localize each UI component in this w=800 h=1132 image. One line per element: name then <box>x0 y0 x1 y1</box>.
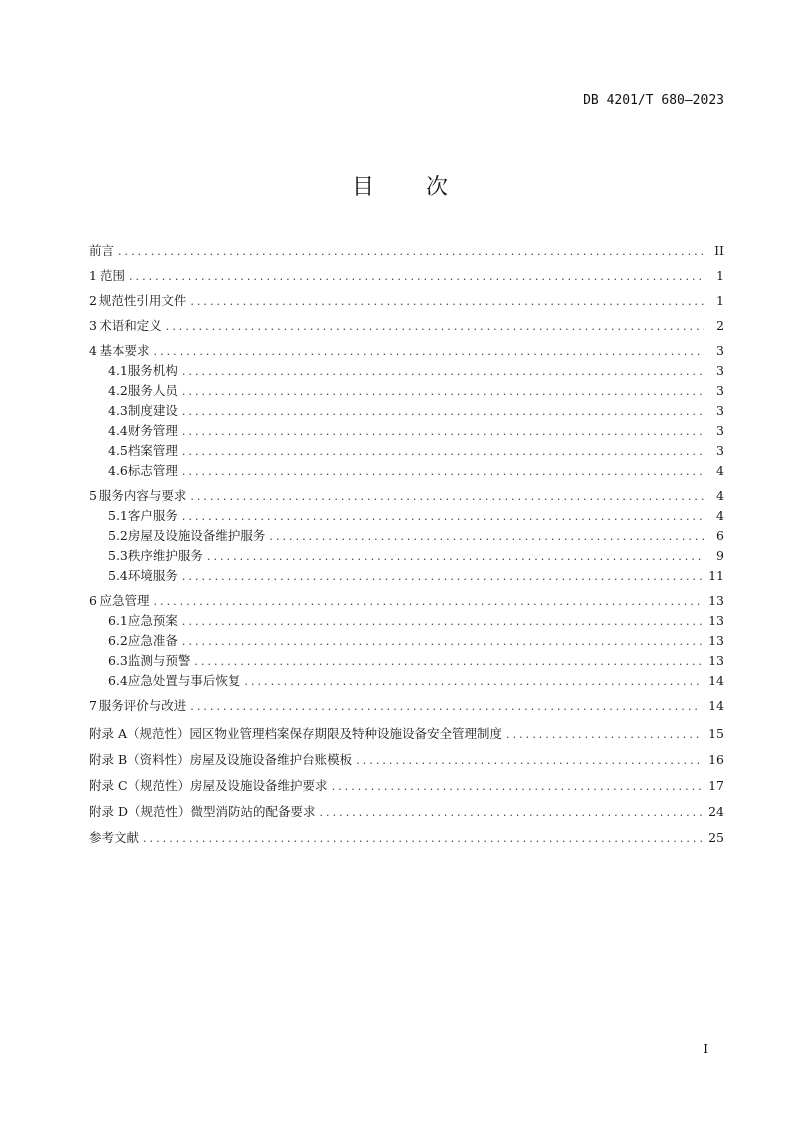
toc-entry-label: 服务机构 <box>127 363 178 378</box>
toc-entry-page: 15 <box>708 726 724 741</box>
toc-entry[interactable] <box>89 591 724 611</box>
toc-entry-label: 房屋及设施设备维护服务 <box>127 528 266 543</box>
table-of-contents <box>89 241 724 850</box>
toc-entry[interactable] <box>89 341 724 361</box>
dot-leader <box>269 527 704 547</box>
dot-leader <box>166 317 704 337</box>
toc-entry-page: 3 <box>716 363 724 378</box>
toc-entry-number: 4.2 <box>108 383 128 398</box>
toc-entry-page: 1 <box>716 293 724 308</box>
toc-subentry[interactable] <box>89 671 724 691</box>
dot-leader <box>182 507 704 527</box>
toc-entry[interactable] <box>89 696 724 716</box>
toc-subentry[interactable] <box>89 381 724 401</box>
toc-entry-label: 应急预案 <box>127 613 178 628</box>
dot-leader <box>320 800 703 825</box>
dot-leader <box>190 292 704 312</box>
toc-entry[interactable] <box>89 266 724 286</box>
appendix-prefix: 附录 D（规范性） <box>89 804 191 819</box>
dot-leader <box>182 362 704 382</box>
dot-leader <box>190 697 702 717</box>
toc-entry-number: 4.1 <box>108 363 128 378</box>
toc-entry-page: 2 <box>716 318 724 333</box>
toc-entry-label: 房屋及设施设备维护要求 <box>190 778 328 793</box>
toc-entry-page: 13 <box>708 593 724 608</box>
toc-entry-label: 秩序维护服务 <box>127 548 203 563</box>
toc-entry[interactable] <box>89 291 724 311</box>
toc-entry-number: 4.6 <box>108 463 128 478</box>
toc-subentry[interactable] <box>89 566 724 586</box>
toc-entry-label: 服务人员 <box>127 383 178 398</box>
toc-entry-label: 园区物业管理档案保存期限及特种设施设备安全管理制度 <box>189 726 503 741</box>
toc-entry-label: 环境服务 <box>127 568 178 583</box>
dot-leader <box>244 672 702 692</box>
dot-leader <box>356 748 702 773</box>
dot-leader <box>129 267 704 287</box>
toc-appendix-c[interactable] <box>89 773 724 798</box>
toc-entry-label: 基本要求 <box>99 343 150 358</box>
dot-leader <box>182 422 704 442</box>
toc-entry-label: 范围 <box>99 268 125 283</box>
toc-appendix-b[interactable] <box>89 747 724 772</box>
toc-subentry[interactable] <box>89 421 724 441</box>
toc-entry-page: 13 <box>708 633 724 648</box>
toc-subentry[interactable] <box>89 631 724 651</box>
toc-entry-number: 6.1 <box>108 613 128 628</box>
toc-entry-label: 标志管理 <box>127 463 178 478</box>
dot-leader <box>182 442 704 462</box>
standard-code: DB 4201/T 680—2023 <box>583 93 724 108</box>
toc-entry-label: 前言 <box>89 243 115 258</box>
toc-entry-label: 档案管理 <box>127 443 178 458</box>
appendix-prefix: 附录 B（资料性） <box>89 752 190 767</box>
toc-entry-number: 5 <box>89 488 97 503</box>
toc-entry-label: 服务内容与要求 <box>98 488 187 503</box>
toc-entry-foreword[interactable] <box>89 241 724 261</box>
toc-entry-page: 6 <box>716 528 724 543</box>
toc-entry-number: 6.3 <box>108 653 128 668</box>
toc-entry-page: 11 <box>708 568 724 583</box>
toc-entry-page: 4 <box>716 463 724 478</box>
toc-subentry[interactable] <box>89 441 724 461</box>
toc-entry-number: 6.2 <box>108 633 128 648</box>
dot-leader <box>154 342 704 362</box>
toc-entry-number: 6 <box>89 593 97 608</box>
toc-entry-number: 5.3 <box>108 548 128 563</box>
dot-leader <box>182 567 702 587</box>
toc-entry-page: 3 <box>716 343 724 358</box>
toc-bibliography[interactable] <box>89 825 724 850</box>
toc-entry-number: 3 <box>89 318 97 333</box>
toc-entry-label: 微型消防站的配备要求 <box>190 804 316 819</box>
appendix-prefix: 附录 C（规范性） <box>89 778 191 793</box>
toc-subentry[interactable] <box>89 651 724 671</box>
dot-leader <box>207 547 704 567</box>
toc-subentry[interactable] <box>89 506 724 526</box>
toc-entry-page: 4 <box>716 488 724 503</box>
dot-leader <box>182 402 704 422</box>
toc-entry-page: 14 <box>708 673 724 688</box>
toc-entry-page: 25 <box>708 830 724 845</box>
toc-subentry[interactable] <box>89 401 724 421</box>
dot-leader <box>194 652 702 672</box>
dot-leader <box>182 612 702 632</box>
toc-subentry[interactable] <box>89 461 724 481</box>
toc-entry-page: 16 <box>708 752 724 767</box>
toc-entry-page: II <box>714 243 724 258</box>
toc-entry-page: 3 <box>716 383 724 398</box>
toc-entry-number: 5.4 <box>108 568 128 583</box>
dot-leader <box>190 487 704 507</box>
page-number: I <box>703 1042 708 1056</box>
toc-entry-number: 7 <box>89 698 97 713</box>
toc-entry-label: 服务评价与改进 <box>98 698 187 713</box>
toc-entry-label: 财务管理 <box>127 423 178 438</box>
toc-subentry[interactable] <box>89 526 724 546</box>
toc-entry-label: 规范性引用文件 <box>98 293 187 308</box>
toc-entry-page: 13 <box>708 653 724 668</box>
toc-entry-label: 客户服务 <box>127 508 178 523</box>
dot-leader <box>182 462 704 482</box>
toc-entry-number: 1 <box>89 268 97 283</box>
toc-entry-page: 13 <box>708 613 724 628</box>
toc-appendix-d[interactable] <box>89 799 724 824</box>
toc-entry-label: 应急管理 <box>99 593 150 608</box>
toc-entry-number: 4.3 <box>108 403 128 418</box>
toc-entry-page: 17 <box>708 778 724 793</box>
toc-entry-page: 14 <box>708 698 724 713</box>
toc-entry-number: 4 <box>89 343 97 358</box>
toc-entry-number: 5.1 <box>108 508 128 523</box>
toc-appendix-a[interactable] <box>89 721 724 746</box>
toc-entry-label: 监测与预警 <box>127 653 191 668</box>
toc-entry-number: 2 <box>89 293 97 308</box>
dot-leader <box>182 382 704 402</box>
toc-entry-page: 24 <box>708 804 724 819</box>
toc-entry-page: 1 <box>716 268 724 283</box>
toc-entry-page: 3 <box>716 403 724 418</box>
toc-entry-label: 应急处置与事后恢复 <box>127 673 241 688</box>
dot-leader <box>182 632 702 652</box>
toc-entry[interactable] <box>89 316 724 336</box>
dot-leader <box>118 242 704 262</box>
toc-entry-label: 应急准备 <box>127 633 178 648</box>
toc-entry-label: 房屋及设施设备维护台账模板 <box>189 752 353 767</box>
toc-entry-page: 4 <box>716 508 724 523</box>
toc-entry-label: 术语和定义 <box>99 318 162 333</box>
appendix-prefix: 附录 A（规范性） <box>89 726 190 741</box>
toc-entry-number: 6.4 <box>108 673 128 688</box>
toc-entry[interactable] <box>89 486 724 506</box>
toc-entry-page: 3 <box>716 423 724 438</box>
toc-entry-number: 5.2 <box>108 528 128 543</box>
toc-entry-page: 3 <box>716 443 724 458</box>
toc-entry-page: 9 <box>716 548 724 563</box>
toc-title: 目次 <box>351 175 500 200</box>
dot-leader <box>143 826 702 851</box>
dot-leader <box>153 592 702 612</box>
dot-leader <box>332 774 703 799</box>
toc-entry-label: 参考文献 <box>89 830 140 845</box>
toc-entry-number: 4.4 <box>108 423 128 438</box>
dot-leader <box>506 722 702 747</box>
toc-subentry[interactable] <box>89 546 724 566</box>
toc-entry-label: 制度建设 <box>127 403 178 418</box>
toc-subentry[interactable] <box>89 361 724 381</box>
toc-subentry[interactable] <box>89 611 724 631</box>
toc-entry-number: 4.5 <box>108 443 128 458</box>
